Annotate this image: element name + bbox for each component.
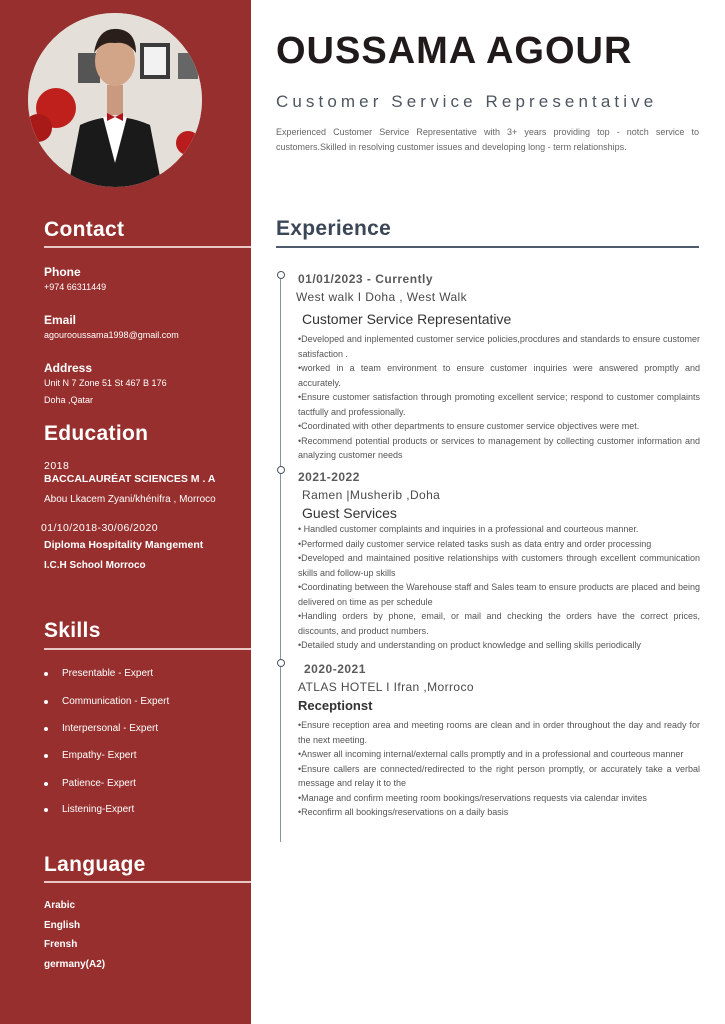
language-item: germany(A2)	[44, 959, 106, 970]
job-bullet: •Answer all incoming internal/external calls promptly and in a professional and courteous manner	[298, 749, 684, 759]
skill-item: Presentable - Expert	[44, 668, 153, 679]
address-line-2: Doha ,Qatar	[44, 395, 94, 405]
timeline-node	[277, 466, 285, 474]
education-heading: Education	[44, 422, 149, 445]
address-label: Address	[44, 361, 93, 375]
job-bullet: •Ensure reception area and meeting rooms are clean and in order throughout the day and ready for the next meeting.	[298, 720, 700, 745]
education-date: 2018	[44, 460, 70, 472]
job-role: Customer Service Representative	[302, 311, 512, 327]
job-role: Guest Services	[302, 505, 397, 521]
language-item: Arabic	[44, 900, 76, 911]
candidate-name: OUSSAMA AGOUR	[276, 30, 633, 72]
education-degree: Diploma Hospitality Mangement	[44, 539, 204, 551]
job-bullet: •Developed and maintained positive relationships with customers through excellent communication skills and follow-up skills	[298, 553, 700, 578]
job-bullet: •Performed daily customer service related tasks sush as data entry and order processing	[298, 538, 652, 549]
experience-heading: Experience	[276, 217, 392, 240]
language-heading: Language	[44, 853, 146, 876]
phone-label: Phone	[44, 265, 81, 279]
education-date: 01/10/2018-30/06/2020	[41, 522, 158, 534]
timeline-line	[280, 278, 281, 842]
language-item: English	[44, 920, 81, 931]
job-bullet: •Developed and inplemented customer service policies,procdures and standards to ensure customer satisfaction .	[298, 334, 700, 359]
job-date: 2021-2022	[298, 470, 360, 484]
education-degree: BACCALAURÉAT SCIENCES M . A	[44, 473, 216, 485]
education-school: Abou Lkacem Zyani/khénifra , Morroco	[44, 494, 216, 505]
email-label: Email	[44, 313, 77, 327]
language-divider	[44, 881, 251, 883]
job-bullets	[298, 522, 700, 653]
education-school: I.C.H School Morroco	[44, 560, 146, 571]
address-line-1: Unit N 7 Zone 51 St 467 B 176	[44, 378, 167, 388]
sidebar	[0, 0, 251, 1024]
skill-item: Patience- Expert	[44, 778, 136, 789]
bullet-icon	[44, 672, 48, 676]
job-date: 2020-2021	[304, 662, 366, 676]
job-bullet: •worked in a team environment to ensure customer inquiries were answered promptly and accurately.	[298, 363, 700, 388]
job-bullets	[298, 718, 700, 820]
job-bullet: •Manage and confirm meeting room bookings/reservations requests via calendar invites	[298, 792, 647, 803]
bullet-icon	[44, 808, 48, 812]
job-bullet: •Ensure callers are connected/redirected to the right person promptly, or accurately take a verbal message and relay it to the	[298, 763, 700, 788]
contact-divider	[44, 246, 251, 248]
job-bullet: •Coordinating between the Warehouse staff and Sales team to ensure products are placed and being delivered on time as per schedule	[298, 582, 700, 607]
contact-heading: Contact	[44, 218, 125, 241]
timeline-node	[277, 271, 285, 279]
job-title: Customer Service Representative	[276, 92, 658, 111]
job-role: Receptionst	[298, 698, 373, 713]
skill-item: Empathy- Expert	[44, 750, 136, 761]
bullet-icon	[44, 700, 48, 704]
job-company: West walk I Doha , West Walk	[296, 290, 468, 304]
email-value: agourooussama1998@gmail.com	[44, 330, 179, 340]
skill-item: Listening-Expert	[44, 804, 134, 815]
bullet-icon	[44, 754, 48, 758]
bullet-icon	[44, 782, 48, 786]
phone-value: +974 66311449	[44, 282, 107, 292]
job-bullets	[298, 332, 700, 463]
language-item: Frensh	[44, 939, 78, 950]
job-bullet: •Handling orders by phone, email, or mail and checking the orders have the correct prices, discounts, and product numbers.	[298, 611, 700, 636]
skills-divider	[44, 648, 251, 650]
job-bullet: •Recommend potential products or services to management by collecting customer information and analyzing customer needs	[298, 435, 700, 460]
skill-item: Interpersonal - Expert	[44, 723, 158, 734]
profile-summary: Experienced Customer Service Representative with 3+ years providing top - notch service to customers.Skilled in resolving customer issues and developing long - term relationships.	[276, 127, 699, 152]
job-bullet: •Coordinated with other departments to ensure customer service objectives were met.	[298, 421, 640, 431]
timeline-node	[277, 659, 285, 667]
skills-heading: Skills	[44, 619, 101, 642]
job-bullet: • Handled customer complaints and inquiries in a professional and courteous manner.	[298, 524, 639, 534]
job-bullet: •Ensure customer satisfaction through promoting excellent service; respond to customer complaints tactfully and professionally.	[298, 392, 700, 417]
job-bullet: •Reconfirm all bookings/reservations on a daily basis	[298, 807, 509, 817]
bullet-icon	[44, 727, 48, 731]
job-bullet: •Detailed study and understanding on product knowledge and selling skills periodically	[298, 640, 641, 650]
skill-item: Communication - Expert	[44, 696, 169, 707]
job-company: Ramen |Musherib ,Doha	[302, 488, 441, 502]
profile-photo	[28, 13, 202, 187]
experience-divider	[276, 246, 699, 248]
job-company: ATLAS HOTEL I Ifran ,Morroco	[298, 680, 474, 694]
job-date: 01/01/2023 - Currently	[298, 272, 434, 286]
